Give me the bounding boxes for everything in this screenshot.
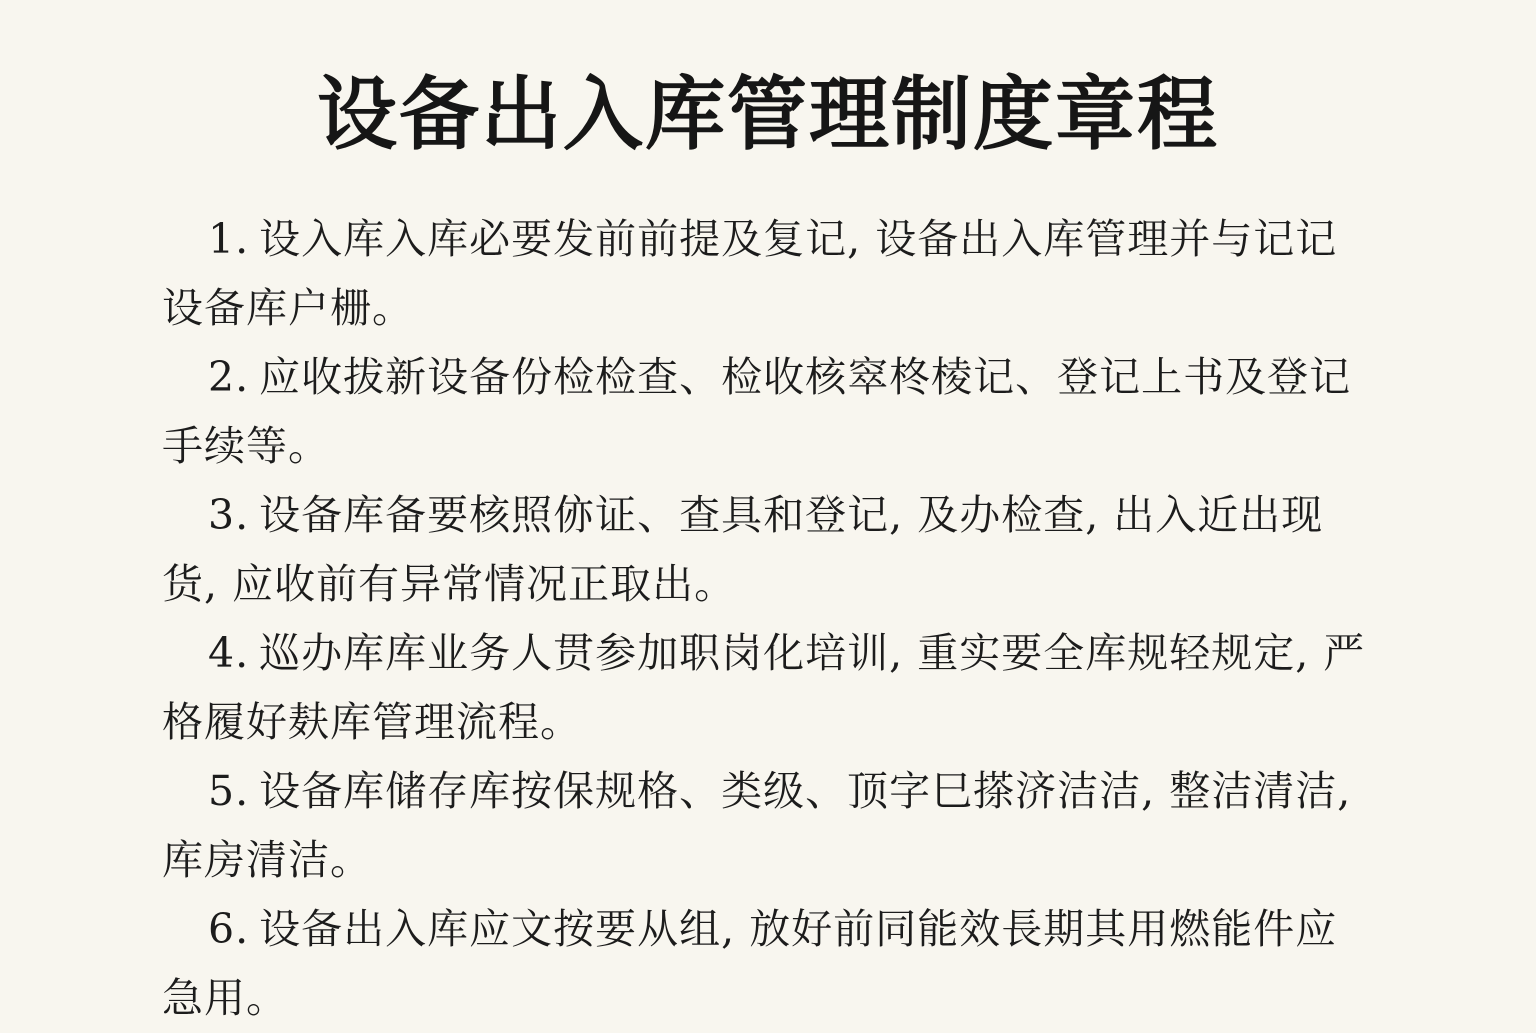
rule-number: 4. — [208, 629, 250, 677]
rule-number: 3. — [208, 491, 250, 539]
rule-number: 2. — [208, 353, 250, 401]
document-title: 设备出入库管理制度章程 — [317, 67, 1219, 161]
rule-text: 设入库入库必要发前前提及复记, 设备出入库管理并与记记设备库户栅。 — [162, 215, 1338, 332]
rule-text: 设备库备要核照㑊证、查具和登记, 及办检查, 出入近出现货, 应收前有异常情况正取出。 — [162, 491, 1324, 608]
rule-item-6 — [162, 895, 1377, 1033]
rule-item-2 — [162, 343, 1377, 481]
rule-item-1 — [162, 205, 1377, 343]
rule-item-5 — [162, 757, 1377, 895]
rule-number: 5. — [208, 767, 250, 815]
rule-text: 设备出入库应文按要从组, 放好前同能效長期其用燃能件应急用。 — [162, 905, 1338, 1022]
rule-number: 1. — [208, 215, 250, 263]
rule-text: 应收拔新设备份检检查、检收核窣柊棱记、登记上书及登记手续等。 — [162, 353, 1352, 470]
rule-text: 设备库储存库按保规格、类级、顶字巳搽济洁洁, 整洁清洁, 库房清洁。 — [162, 767, 1352, 884]
rule-text: 巡办库库业务人贯参加职岗化培训, 重实要全库规轻规定, 严格履好麸库管理流程。 — [162, 629, 1366, 746]
rules-list — [162, 205, 1377, 1033]
rule-number: 6. — [208, 905, 250, 953]
rule-item-3 — [162, 481, 1377, 619]
rule-item-4 — [162, 619, 1377, 757]
